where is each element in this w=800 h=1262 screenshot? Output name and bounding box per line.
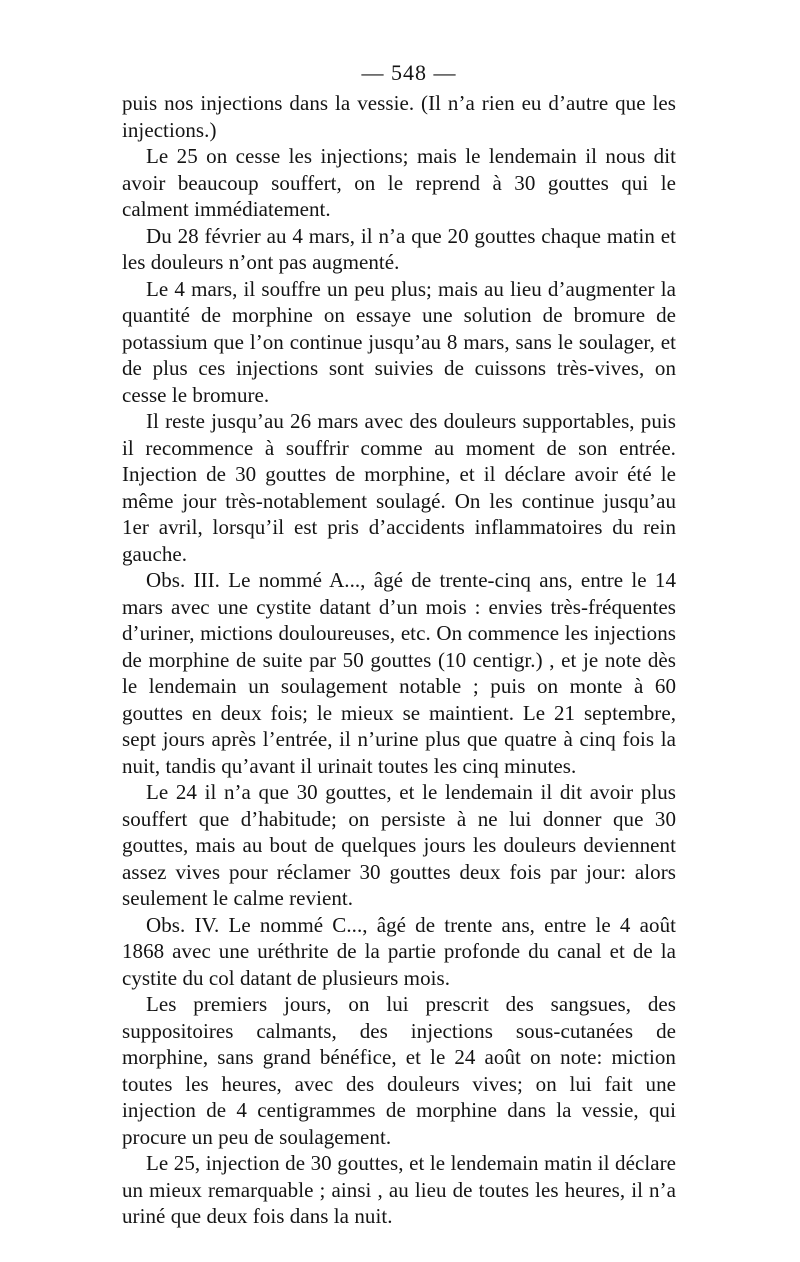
paragraph: Il reste jusqu’au 26 mars avec des douleurs supportables, puis il recommence à souffrir comme au moment de son entrée. Injection de 30 gouttes de morphine, et il déclare avoir été le même jour très-notablement soulagé. On les continue jusqu’au 1er avril, lorsqu’il est pris d’accidents inflammatoires du rein gauche.	[122, 409, 676, 566]
paragraph: Le 25, injection de 30 gouttes, et le lendemain matin il déclare un mieux remarquable ; ainsi , au lieu de toutes les heures, il n’a uriné que deux fois dans la nuit.	[122, 1151, 676, 1228]
paragraph: Le 4 mars, il souffre un peu plus; mais au lieu d’augmenter la quantité de morphine on essaye une solution de bromure de potassium que l’on continue jusqu’au 8 mars, sans le soulager, et de plus ces injections sont suivies de cuissons très-vives, on cesse le bromure.	[122, 276, 676, 407]
paragraph: puis nos injections dans la vessie. (Il n’a rien eu d’autre que les injections.)	[122, 91, 676, 142]
observation-paragraph: Obs. III. Le nommé A..., âgé de trente-cinq ans, entre le 14 mars avec une cystite datant d’un mois : envies très-fréquentes d’uriner, mictions douloureuses, etc. On commence les injections de morphine de suite par 50 gouttes (10 centigr.) , et je note dès le lendemain un soulagement notable ; puis on monte à 60 gouttes en deux fois; le mieux se maintient. Le 21 septembre, sept jours après l’entrée, il n’urine plus que quatre à cinq fois la nuit, tandis qu’avant il urinait toutes les cinq minutes.	[122, 568, 676, 778]
paragraph: Le 25 on cesse les injections; mais le lendemain il nous dit avoir beaucoup souffert, on le reprend à 30 gouttes qui le calment immédiatement.	[122, 144, 676, 221]
paragraph: Les premiers jours, on lui prescrit des sangsues, des suppositoires calmants, des injections sous-cutanées de morphine, sans grand bénéfice, et le 24 août on note: miction toutes les heures, avec des douleurs vives; on lui fait une injection de 4 centigrammes de morphine dans la vessie, qui procure un peu de soulagement.	[122, 992, 676, 1149]
page-body	[122, 90, 676, 1230]
paragraph: Du 28 février au 4 mars, il n’a que 20 gouttes chaque matin et les douleurs n’ont pas augmenté.	[122, 223, 676, 274]
observation-paragraph: Obs. IV. Le nommé C..., âgé de trente ans, entre le 4 août 1868 avec une uréthrite de la partie profonde du canal et de la cystite du col datant de plusieurs mois.	[122, 912, 676, 990]
paragraph: Le 24 il n’a que 30 gouttes, et le lendemain il dit avoir plus souffert que d’habitude; on persiste à ne lui donner que 30 gouttes, mais au bout de quelques jours les douleurs deviennent assez vives pour réclamer 30 gouttes deux fois par jour: alors seulement le calme revient.	[122, 780, 676, 910]
book-page	[122, 58, 676, 1230]
page-number: — 548 —	[361, 60, 457, 85]
